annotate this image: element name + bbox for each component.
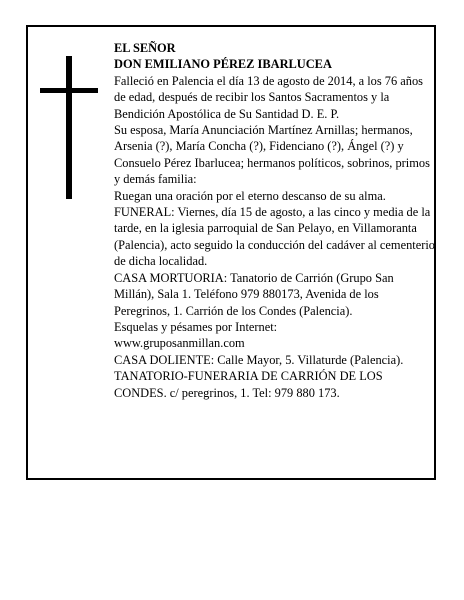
mourning-house-details: CASA DOLIENTE: Calle Mayor, 5. Villaturde (Palencia).	[114, 352, 404, 367]
funeral-parlor-contact: TANATORIO-FUNERARIA DE CARRIÓN DE LOS CONDES. c/ peregrinos, 1. Tel: 979 880 173.	[114, 369, 383, 400]
obituary-frame	[26, 25, 436, 480]
website-link[interactable]: www.gruposanmillan.com	[114, 336, 245, 351]
cross-horizontal-bar	[40, 88, 98, 93]
deceased-name: DON EMILIANO PÉREZ IBARLUCEA	[114, 57, 332, 72]
prayer-request: Ruegan una oración por el eterno descanso de su alma.	[114, 188, 386, 203]
funeral-details: FUNERAL: Viernes, día 15 de agosto, a las cinco y media de la tarde, en la iglesia parroquial de San Pelayo, en Villamoranta (Palencia), acto seguido la conducción del cadáver al cementerio de dicha localidad.	[114, 205, 435, 269]
cross-icon	[40, 56, 98, 199]
cross-vertical-bar	[66, 56, 72, 199]
obituary-text	[114, 40, 436, 401]
family-list: Su esposa, María Anunciación Martínez Arnillas; hermanos, Arsenia (?), María Concha (?), Fidenciano (?), Ángel (?) y Consuelo Pérez Ibarlucea; hermanos políticos, sobrinos, primos y demás familia:	[114, 123, 430, 187]
death-announcement: Falleció en Palencia el día 13 de agosto de 2014, a los 76 años de edad, después de recibir los Santos Sacramentos y la Bendición Apostólica de Su Santidad D. E. P.	[114, 73, 423, 121]
funeral-home-details: CASA MORTUORIA: Tanatorio de Carrión (Grupo San Millán), Sala 1. Teléfono 979 880173, Avenida de los Peregrinos, 1. Carrión de los Condes (Palencia).	[114, 270, 394, 318]
internet-condolences-label: Esquelas y pésames por Internet:	[114, 319, 278, 334]
obituary-heading: EL SEÑOR	[114, 41, 176, 55]
